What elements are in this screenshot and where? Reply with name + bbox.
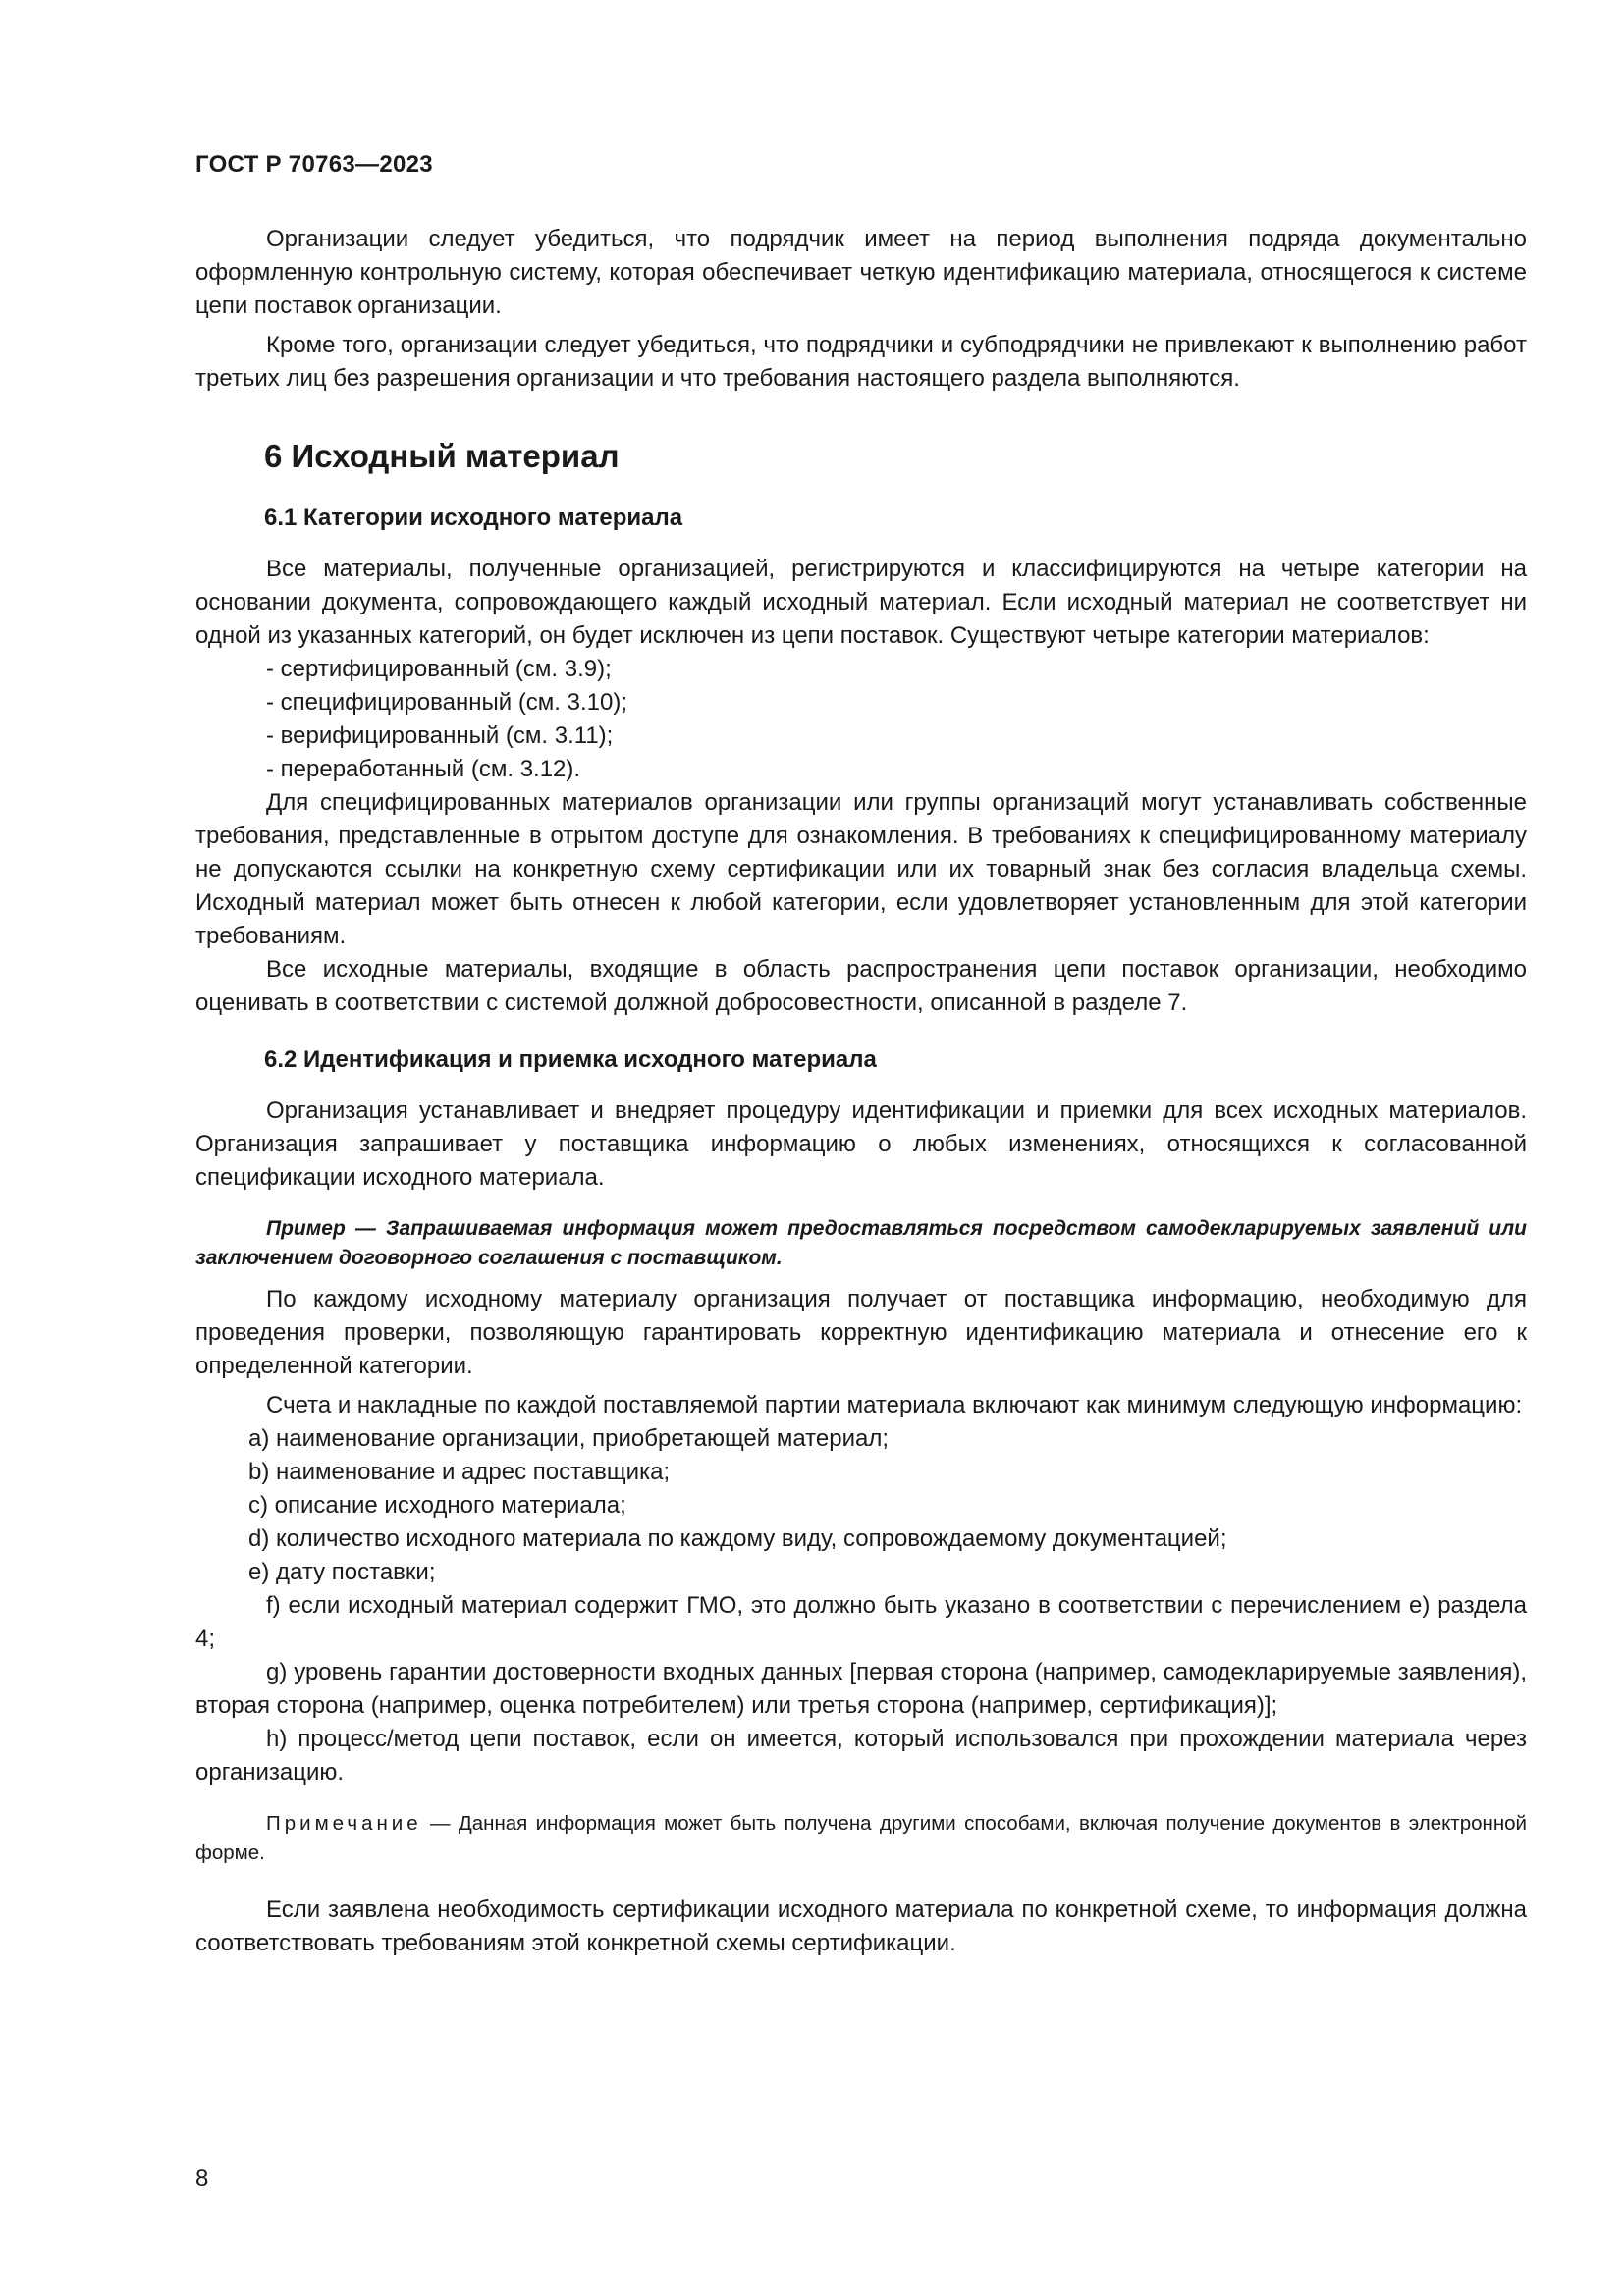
example-text: Пример — Запрашиваемая информация может предоставляться посредством самодекларируемых заявлений или заключением договорного соглашения с поставщиком. (195, 1217, 1527, 1269)
list-item: h) процесс/метод цепи поставок, если он имеется, который использовался при прохождении материала через организацию. (195, 1726, 1527, 1786)
list-item: - сертифицированный (см. 3.9); (266, 656, 612, 682)
note (195, 1809, 1527, 1868)
list-item: d) количество исходного материала по каждому виду, сопровождаемому документацией; (248, 1525, 1227, 1552)
paragraph: Если заявлена необходимость сертификации исходного материала по конкретной схеме, то информация должна соответствовать требованиям этой конкретной схемы сертификации. (195, 1896, 1527, 1956)
paragraph: Все исходные материалы, входящие в область распространения цепи поставок организации, необходимо оценивать в соответствии с системой должной добросовестности, описанной в разделе 7. (195, 956, 1527, 1016)
paragraph: Счета и накладные по каждой поставляемой партии материала включают как минимум следующую информацию: (266, 1392, 1523, 1418)
list-item: g) уровень гарантии достоверности входных данных [первая сторона (например, самодекларируемые заявления), вторая сторона (например, оценка потребителем) или третья сторона (например, сертификация)]; (195, 1659, 1527, 1719)
paragraph: Все материалы, полученные организацией, регистрируются и классифицируются на четыре категории на основании документа, сопровождающего каждый исходный материал. Если исходный материал не соответствует ни одной из указанных категорий, он будет исключен из цепи поставок. Существуют четыре категории материалов: (195, 556, 1527, 649)
subsection-heading: 6.2 Идентификация и приемка исходного материала (264, 1046, 877, 1073)
list-item: c) описание исходного материала; (248, 1492, 626, 1519)
paragraph: Для специфицированных материалов организации или группы организаций могут устанавливать собственные требования, представленные в отрытом доступе для ознакомления. В требованиях к специфицированному материалу не допускаются ссылки на конкретную схему сертификации или их товарный знак без согласия владельца схемы. Исходный материал может быть отнесен к любой категории, если удовлетворяет установленным для этой категории требованиям. (195, 789, 1527, 949)
section-heading: 6 Исходный материал (264, 438, 620, 474)
paragraph: По каждому исходному материалу организация получает от поставщика информацию, необходимую для проведения проверки, позволяющую гарантировать корректную идентификацию материала и отнесение его к определенной категории. (195, 1286, 1527, 1379)
list-item: e) дату поставки; (248, 1559, 436, 1585)
list-item: b) наименование и адрес поставщика; (248, 1459, 671, 1485)
note-text: — Данная информация может быть получена другими способами, включая получение документов в электронной форме. (195, 1812, 1527, 1864)
list-item: a) наименование организации, приобретающей материал; (248, 1425, 890, 1452)
list-item: - переработанный (см. 3.12). (266, 756, 581, 782)
subsection-heading: 6.1 Категории исходного материала (264, 505, 683, 531)
list-item: f) если исходный материал содержит ГМО, это должно быть указано в соответствии с перечислением е) раздела 4; (195, 1592, 1527, 1652)
note-label: Примечание (266, 1812, 422, 1835)
page-number: 8 (195, 2165, 209, 2192)
paragraph: Организация устанавливает и внедряет процедуру идентификации и приемки для всех исходных материалов. Организация запрашивает у поставщика информацию о любых изменениях, относящихся к согласованной спецификации исходного материала. (195, 1097, 1527, 1191)
paragraph: Кроме того, организации следует убедиться, что подрядчики и субподрядчики не привлекают к выполнению работ третьих лиц без разрешения организации и что требования настоящего раздела выполняются. (195, 332, 1527, 392)
list-item: - верифицированный (см. 3.11); (266, 722, 614, 749)
document-id-header: ГОСТ Р 70763—2023 (195, 151, 433, 178)
list-item: - специфицированный (см. 3.10); (266, 689, 628, 716)
document-body (195, 223, 1527, 1960)
paragraph: Организации следует убедиться, что подрядчик имеет на период выполнения подряда документально оформленную контрольную систему, которая обеспечивает четкую идентификацию материала, относящегося к системе цепи поставок организации. (195, 226, 1527, 319)
